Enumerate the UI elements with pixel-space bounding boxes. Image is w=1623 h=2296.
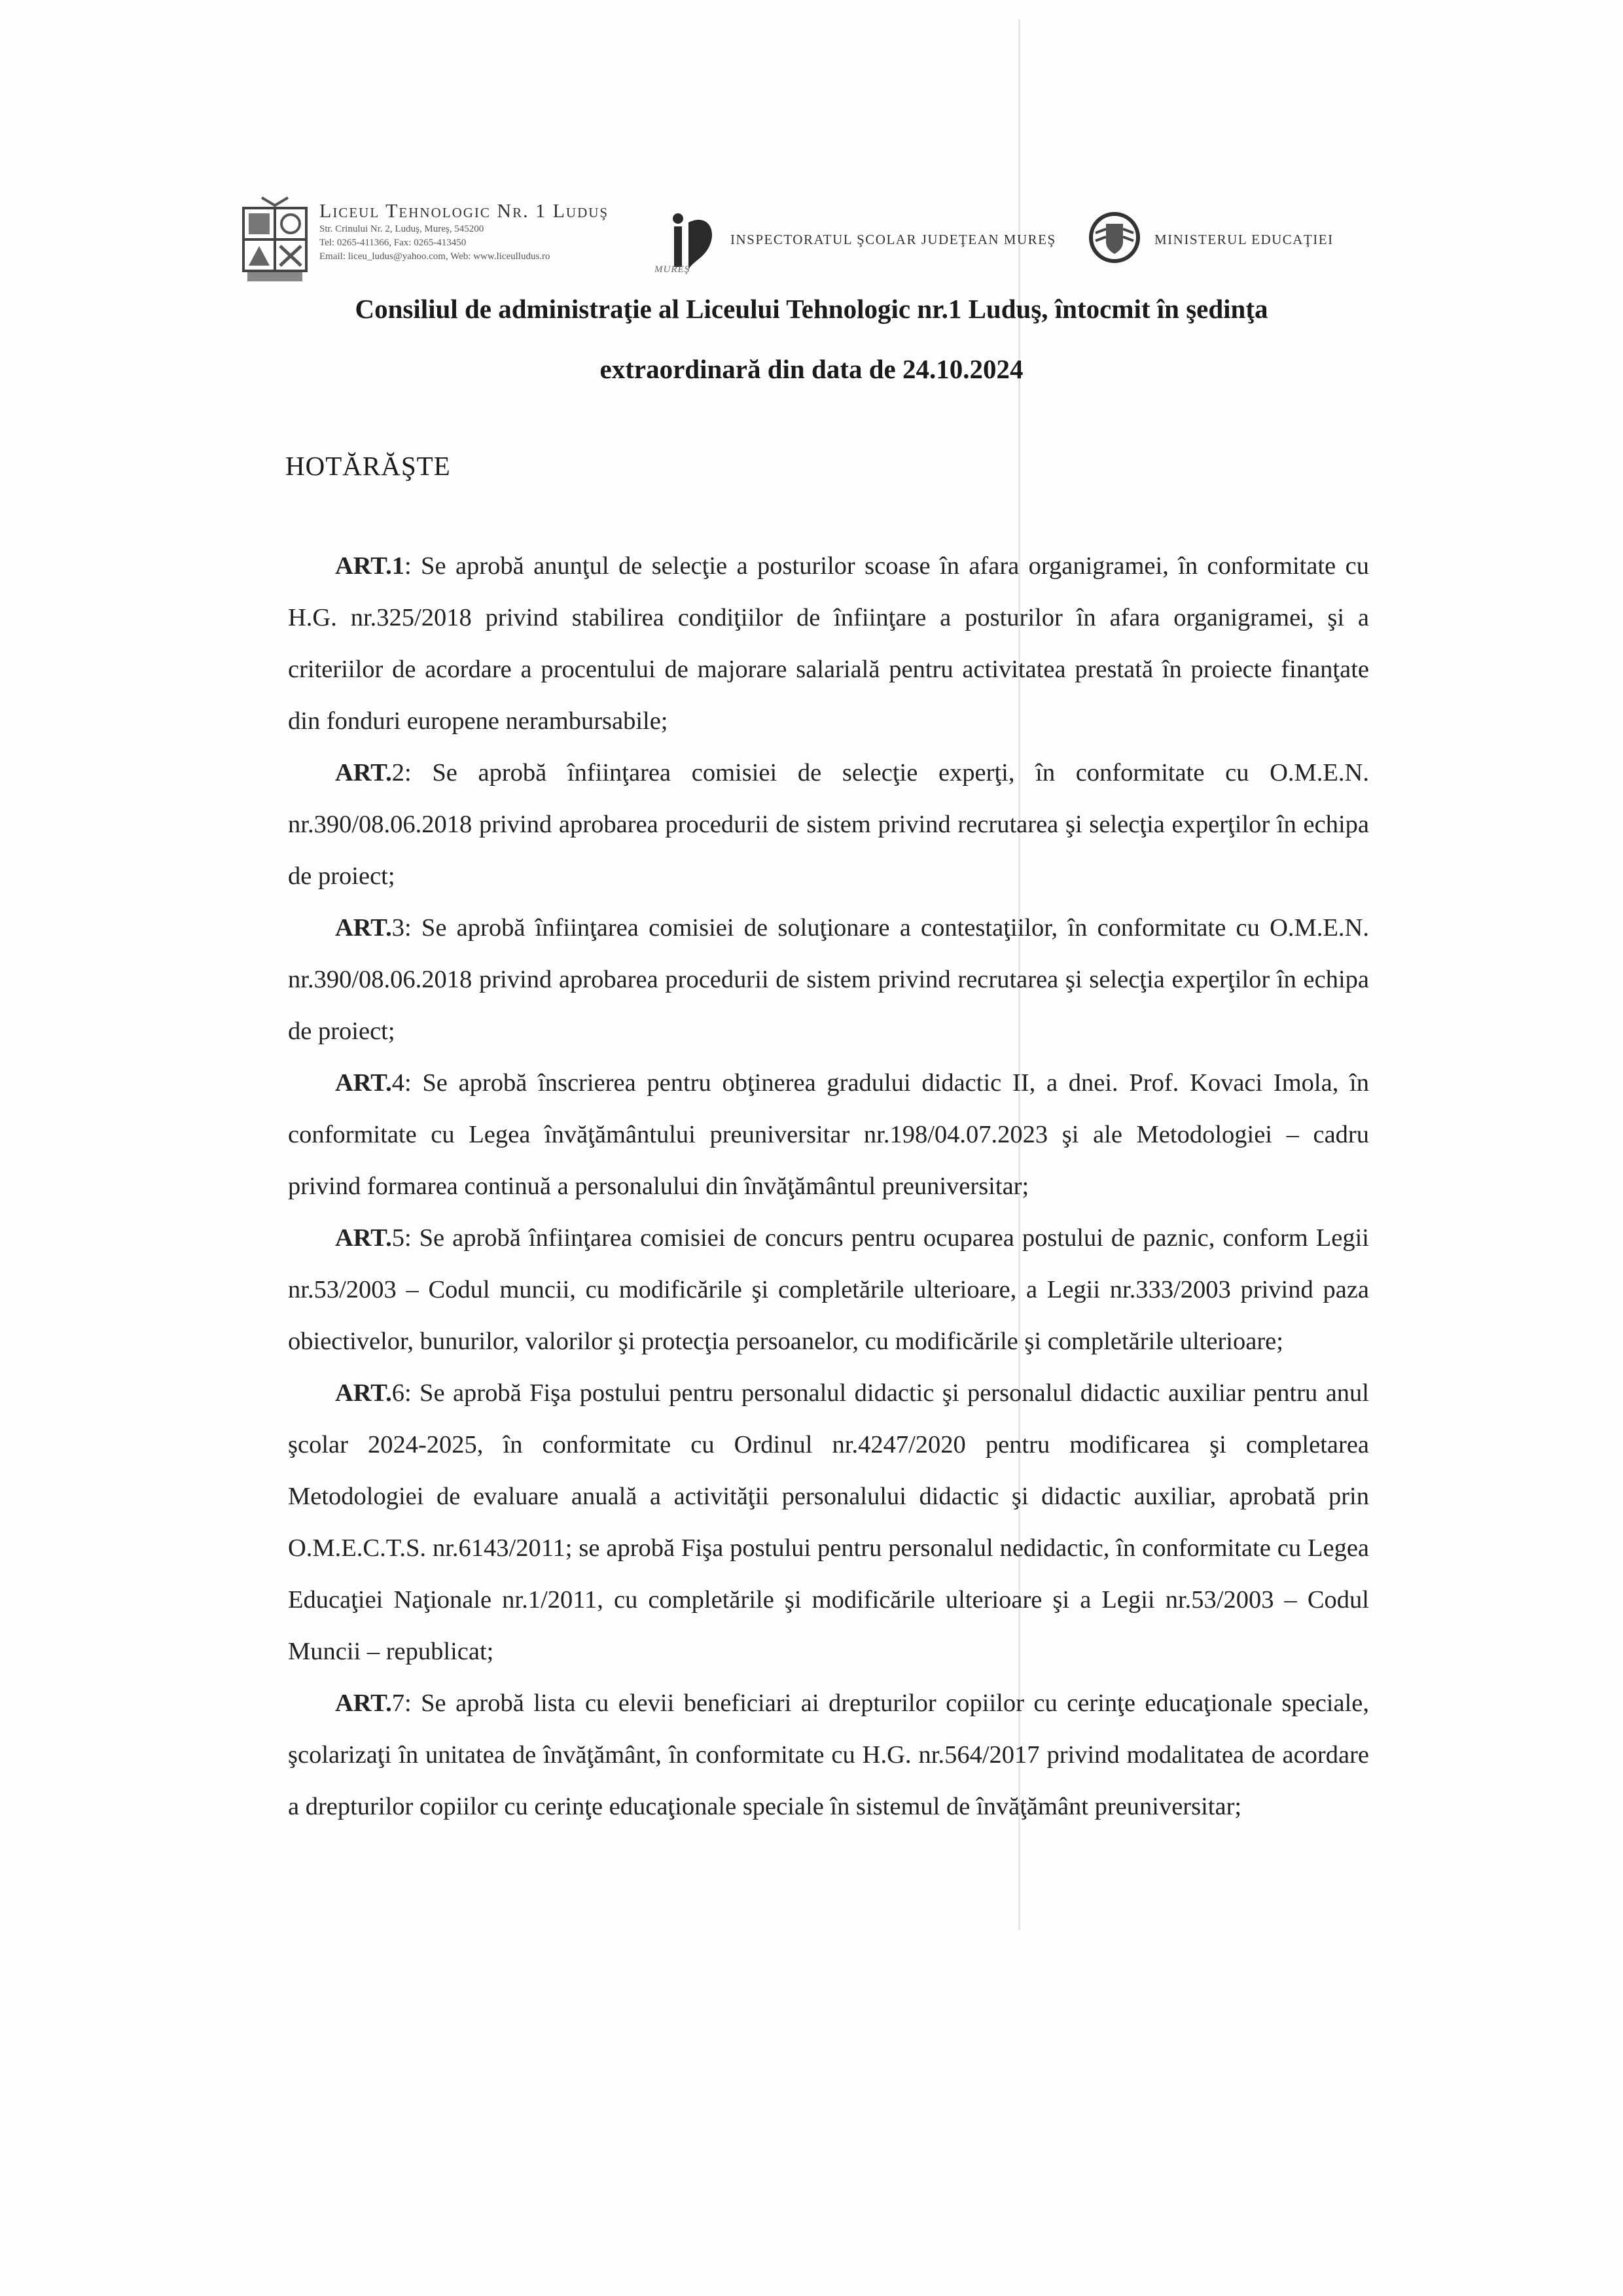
article-2 [288,747,1369,902]
article-text: 3: Se aprobă înfiinţarea comisiei de soluţionare a contestaţiilor, în conformitate cu O.M.E.N. nr.390/08.06.2018 privind aprobarea procedurii de sistem privind recrutarea şi selecţia experţilor în echipa de proiect; [288,914,1369,1045]
article-label: ART. [335,914,392,942]
article-text: : Se aprobă anunţul de selecţie a posturilor scoase în afara organigramei, în conformitate cu H.G. nr.325/2018 privind stabilirea condiţiilor de înfiinţare a posturilor în afara organigramei, şi a criteriilor de acordare a procentului de majorare salarială pentru activitatea prestată în proiecte finanţate din fonduri europene nerambursabile; [288,552,1369,735]
article-3 [288,902,1369,1057]
article-label: ART. [335,1224,392,1252]
isj-sub: MUREŞ [654,264,690,275]
article-label: ART.1 [335,552,404,580]
article-1 [288,540,1369,747]
article-label: ART. [335,1379,392,1407]
article-label: ART. [335,1689,392,1717]
article-5 [288,1212,1369,1368]
school-phone: Tel: 0265-411366, Fax: 0265-413450 [319,238,467,248]
ministry-name: MINISTERUL EDUCAŢIEI [1154,232,1334,247]
letterhead [242,191,1394,296]
decides-heading: HOTĂRĂŞTE [285,451,451,481]
article-label: ART. [335,759,392,786]
romania-coat-of-arms-icon [1089,209,1140,266]
article-text: 7: Se aprobă lista cu elevii beneficiari ai drepturilor copiilor cu cerinţe educaţionale speciale, şcolarizaţi în unitatea de învăţământ, în conformitate cu H.G. nr.564/2017 privind modalitatea de acordare a drepturilor copiilor cu cerinţe educaţionale speciale în sistemul de învăţământ preuniversitar; [288,1689,1369,1820]
article-label: ART. [335,1069,392,1097]
article-6 [288,1368,1369,1678]
articles-body [288,540,1369,1833]
article-text: 2: Se aprobă înfiinţarea comisiei de selecţie experţi, în conformitate cu O.M.E.N. nr.390/08.06.2018 privind aprobarea procedurii de sistem privind recrutarea şi selecţia experţilor în echipa de proiect; [288,759,1369,890]
title-line-1: Consiliul de administraţie al Liceului Tehnologic nr.1 Luduş, întocmit în şedinţa [355,294,1268,324]
school-crest-icon [242,195,308,283]
article-text: 5: Se aprobă înfiinţarea comisiei de concurs pentru ocuparea postului de paznic, conform Legii nr.53/2003 – Codul muncii, cu modificările şi completările ulterioare, a Legii nr.333/2003 privind paza obiectivelor, bunurilor, valorilor şi protecţia persoanelor, cu modificările şi completările ulterioare; [288,1224,1369,1355]
isj-name: INSPECTORATUL ŞCOLAR JUDEŢEAN MUREŞ [730,232,1056,247]
title-line-2: extraordinară din data de 24.10.2024 [599,354,1024,384]
article-text: 6: Se aprobă Fişa postului pentru personalul didactic şi personalul didactic auxiliar pentru anul şcolar 2024-2025, în conformitate cu Ordinul nr.4247/2020 pentru modificarea şi completarea Metodologiei de evaluare anuală a activităţii personalului didactic şi didactic auxiliar, aprobată prin O.M.E.C.T.S. nr.6143/2011; se aprobă Fişa postului pentru personalul nedidactic, în conformitate cu Legea Educaţiei Naţionale nr.1/2011, cu completările şi modificările ulterioare şi a Legii nr.53/2003 – Codul Muncii – republicat; [288,1379,1369,1665]
school-contact: Email: liceu_ludus@yahoo.com, Web: www.liceulludus.ro [319,251,550,262]
article-text: 4: Se aprobă înscrierea pentru obţinerea gradului didactic II, a dnei. Prof. Kovaci Imola, în conformitate cu Legea învăţământului preuniversitar nr.198/04.07.2023 şi ale Metodologiei – cadru privind formarea continuă a personalului din învăţământul preuniversitar; [288,1069,1369,1200]
school-address: Str. Crinului Nr. 2, Luduş, Mureş, 545200 [319,224,484,234]
school-name: Liceul Tehnologic Nr. 1 Luduş [319,200,609,222]
article-4 [288,1057,1369,1212]
article-7 [288,1678,1369,1833]
